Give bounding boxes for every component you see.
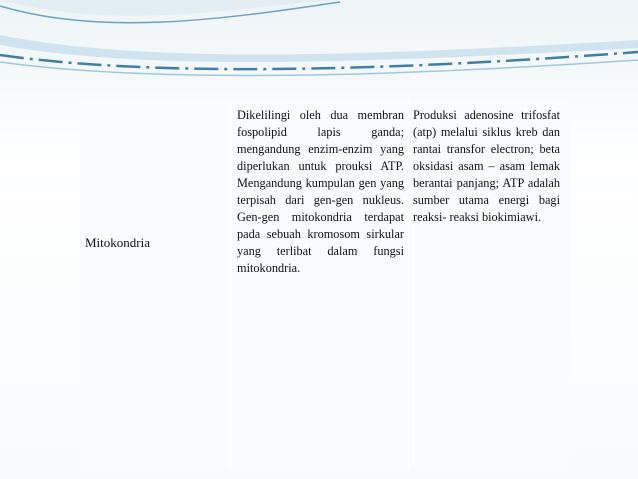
organelle-name: Mitokondria xyxy=(85,235,150,250)
function-description: Produksi adenosine trifosfat (atp) melalui siklus kreb dan rantai transfor electron; beta oksidasi asam – asam lemak berantai panjang; ATP adalah sumber utama energi bagi reaksi- reaksi biokimiawi. xyxy=(413,108,560,224)
decorative-swoosh xyxy=(0,0,638,90)
column-divider-2 xyxy=(408,100,409,470)
column-divider-1 xyxy=(230,100,231,470)
structure-description: Dikelilingi oleh dua membran fospolipid lapis ganda; mengandung enzim-enzim yang diperlukan untuk prouksi ATP. Mengandung kumpulan gen yang terpisah dari gen-gen nukleus. Gen-gen mitokondria terdapat pada sebuah kromosom sirkular yang terlibat dalam fungsi mitokondria. xyxy=(237,108,404,275)
